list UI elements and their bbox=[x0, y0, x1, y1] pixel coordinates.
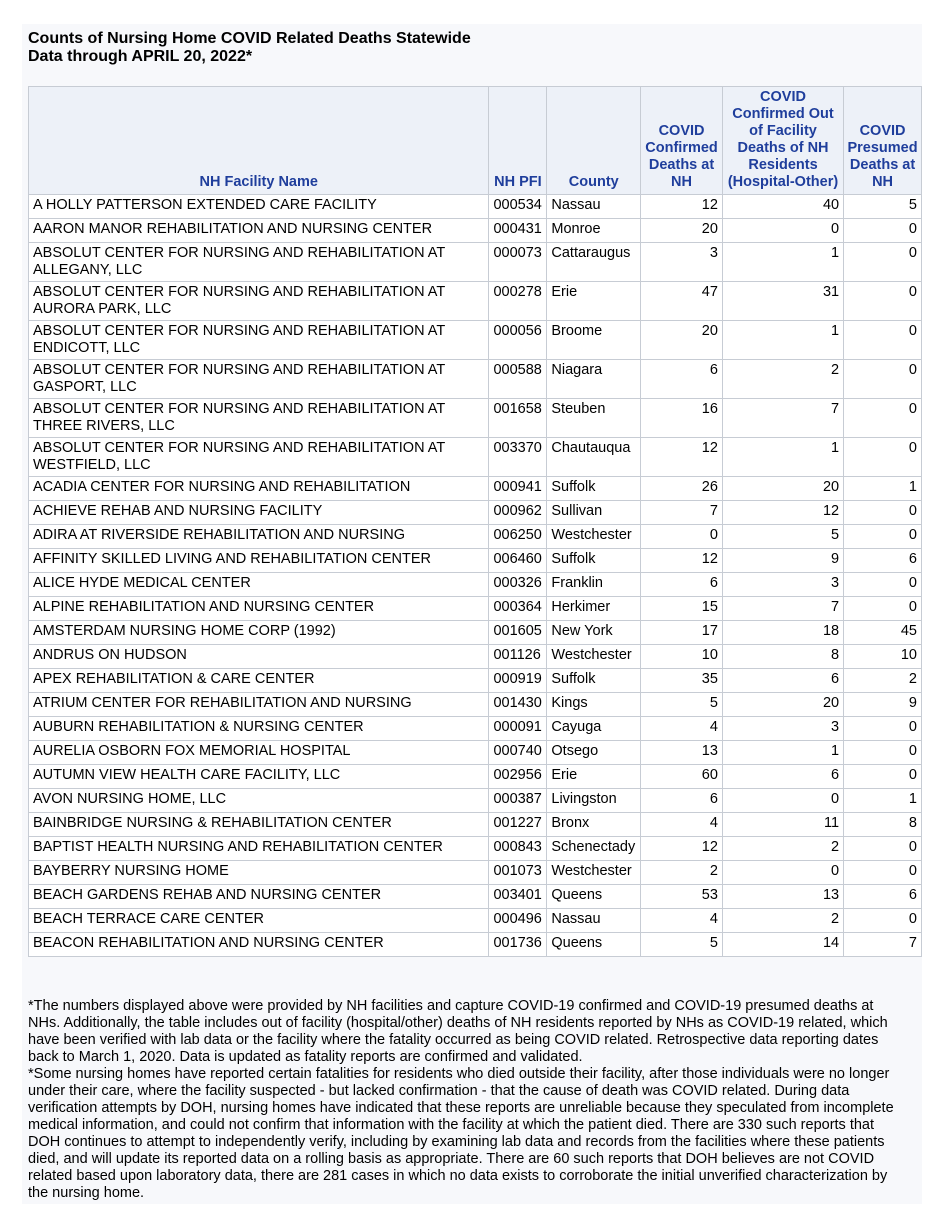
table-row bbox=[29, 789, 922, 813]
table-row bbox=[29, 399, 922, 438]
cell-out-of-facility-deaths: 2 bbox=[722, 360, 843, 399]
cell-presumed-deaths: 5 bbox=[844, 195, 922, 219]
cell-presumed-deaths: 1 bbox=[844, 477, 922, 501]
cell-confirmed-deaths: 5 bbox=[641, 933, 723, 957]
cell-facility-name: ANDRUS ON HUDSON bbox=[29, 645, 489, 669]
cell-facility-name: ADIRA AT RIVERSIDE REHABILITATION AND NURSING bbox=[29, 525, 489, 549]
cell-presumed-deaths: 9 bbox=[844, 693, 922, 717]
cell-presumed-deaths: 0 bbox=[844, 597, 922, 621]
cell-county: Nassau bbox=[547, 909, 641, 933]
cell-confirmed-deaths: 0 bbox=[641, 525, 723, 549]
table-row bbox=[29, 741, 922, 765]
cell-presumed-deaths: 7 bbox=[844, 933, 922, 957]
cell-nh-pfi: 000941 bbox=[489, 477, 547, 501]
cell-nh-pfi: 006460 bbox=[489, 549, 547, 573]
table-row bbox=[29, 321, 922, 360]
cell-out-of-facility-deaths: 1 bbox=[722, 438, 843, 477]
cell-out-of-facility-deaths: 0 bbox=[722, 789, 843, 813]
cell-county: Nassau bbox=[547, 195, 641, 219]
table-row bbox=[29, 621, 922, 645]
cell-confirmed-deaths: 5 bbox=[641, 693, 723, 717]
cell-presumed-deaths: 0 bbox=[844, 717, 922, 741]
cell-confirmed-deaths: 4 bbox=[641, 909, 723, 933]
cell-nh-pfi: 001605 bbox=[489, 621, 547, 645]
title-line-2: Data through APRIL 20, 2022* bbox=[28, 48, 253, 65]
cell-out-of-facility-deaths: 11 bbox=[722, 813, 843, 837]
cell-facility-name: AUTUMN VIEW HEALTH CARE FACILITY, LLC bbox=[29, 765, 489, 789]
cell-out-of-facility-deaths: 40 bbox=[722, 195, 843, 219]
cell-presumed-deaths: 0 bbox=[844, 525, 922, 549]
cell-out-of-facility-deaths: 1 bbox=[722, 321, 843, 360]
cell-facility-name: APEX REHABILITATION & CARE CENTER bbox=[29, 669, 489, 693]
cell-nh-pfi: 000534 bbox=[489, 195, 547, 219]
cell-facility-name: BAINBRIDGE NURSING & REHABILITATION CENTER bbox=[29, 813, 489, 837]
cell-county: Kings bbox=[547, 693, 641, 717]
deaths-table bbox=[28, 86, 922, 957]
cell-out-of-facility-deaths: 31 bbox=[722, 282, 843, 321]
cell-out-of-facility-deaths: 0 bbox=[722, 219, 843, 243]
table-row bbox=[29, 597, 922, 621]
cell-nh-pfi: 001227 bbox=[489, 813, 547, 837]
cell-confirmed-deaths: 6 bbox=[641, 360, 723, 399]
cell-facility-name: ABSOLUT CENTER FOR NURSING AND REHABILITATION AT WESTFIELD, LLC bbox=[29, 438, 489, 477]
cell-out-of-facility-deaths: 3 bbox=[722, 573, 843, 597]
header-nh-pfi: NH PFI bbox=[489, 87, 547, 195]
cell-out-of-facility-deaths: 3 bbox=[722, 717, 843, 741]
cell-county: Herkimer bbox=[547, 597, 641, 621]
cell-out-of-facility-deaths: 7 bbox=[722, 399, 843, 438]
cell-out-of-facility-deaths: 18 bbox=[722, 621, 843, 645]
cell-nh-pfi: 000364 bbox=[489, 597, 547, 621]
cell-presumed-deaths: 0 bbox=[844, 360, 922, 399]
cell-county: Queens bbox=[547, 933, 641, 957]
cell-confirmed-deaths: 26 bbox=[641, 477, 723, 501]
cell-facility-name: AUBURN REHABILITATION & NURSING CENTER bbox=[29, 717, 489, 741]
cell-presumed-deaths: 0 bbox=[844, 438, 922, 477]
header-row bbox=[29, 87, 922, 195]
cell-facility-name: BEACON REHABILITATION AND NURSING CENTER bbox=[29, 933, 489, 957]
cell-confirmed-deaths: 12 bbox=[641, 438, 723, 477]
cell-county: Queens bbox=[547, 885, 641, 909]
cell-facility-name: BAYBERRY NURSING HOME bbox=[29, 861, 489, 885]
cell-nh-pfi: 000056 bbox=[489, 321, 547, 360]
cell-presumed-deaths: 8 bbox=[844, 813, 922, 837]
cell-nh-pfi: 006250 bbox=[489, 525, 547, 549]
cell-facility-name: ALICE HYDE MEDICAL CENTER bbox=[29, 573, 489, 597]
cell-confirmed-deaths: 6 bbox=[641, 573, 723, 597]
footnote-2: *Some nursing homes have reported certain fatalities for residents who died outside their facility, after those individuals were no longer under their care, where the facility suspected - but lacked confirmation - that the cause of death was COVID related. During data verification attempts by DOH, nursing homes have indicated that these reports are unreliable because they speculated from incomplete medical information, and could not confirm that information with the facility at which the patient died. There are 330 such reports that DOH continues to attempt to independently verify, including by examining lab data and records from the facilities where these patients died, and will update its reported data on a rolling basis as appropriate. There are 60 such reports that DOH believes are not COVID related based upon laboratory data, there are 281 cases in which no data exists to corroborate the initial unverified characterization by the nursing home. bbox=[28, 1066, 894, 1201]
cell-nh-pfi: 002956 bbox=[489, 765, 547, 789]
cell-out-of-facility-deaths: 8 bbox=[722, 645, 843, 669]
cell-out-of-facility-deaths: 12 bbox=[722, 501, 843, 525]
cell-nh-pfi: 001430 bbox=[489, 693, 547, 717]
cell-facility-name: AURELIA OSBORN FOX MEMORIAL HOSPITAL bbox=[29, 741, 489, 765]
cell-presumed-deaths: 10 bbox=[844, 645, 922, 669]
cell-nh-pfi: 000496 bbox=[489, 909, 547, 933]
cell-confirmed-deaths: 12 bbox=[641, 549, 723, 573]
cell-county: Franklin bbox=[547, 573, 641, 597]
cell-facility-name: ABSOLUT CENTER FOR NURSING AND REHABILITATION AT ENDICOTT, LLC bbox=[29, 321, 489, 360]
table-body bbox=[29, 195, 922, 957]
cell-presumed-deaths: 0 bbox=[844, 501, 922, 525]
table-row bbox=[29, 195, 922, 219]
table-row bbox=[29, 573, 922, 597]
cell-presumed-deaths: 0 bbox=[844, 282, 922, 321]
cell-nh-pfi: 000326 bbox=[489, 573, 547, 597]
cell-out-of-facility-deaths: 2 bbox=[722, 837, 843, 861]
report-title bbox=[28, 30, 471, 66]
cell-nh-pfi: 000278 bbox=[489, 282, 547, 321]
cell-nh-pfi: 000962 bbox=[489, 501, 547, 525]
cell-facility-name: AMSTERDAM NURSING HOME CORP (1992) bbox=[29, 621, 489, 645]
cell-out-of-facility-deaths: 13 bbox=[722, 885, 843, 909]
cell-nh-pfi: 000919 bbox=[489, 669, 547, 693]
cell-nh-pfi: 001073 bbox=[489, 861, 547, 885]
cell-confirmed-deaths: 12 bbox=[641, 195, 723, 219]
cell-facility-name: ABSOLUT CENTER FOR NURSING AND REHABILITATION AT GASPORT, LLC bbox=[29, 360, 489, 399]
cell-county: Cayuga bbox=[547, 717, 641, 741]
cell-nh-pfi: 001658 bbox=[489, 399, 547, 438]
cell-county: Broome bbox=[547, 321, 641, 360]
cell-nh-pfi: 000431 bbox=[489, 219, 547, 243]
cell-confirmed-deaths: 10 bbox=[641, 645, 723, 669]
cell-nh-pfi: 000073 bbox=[489, 243, 547, 282]
table-row bbox=[29, 282, 922, 321]
cell-presumed-deaths: 0 bbox=[844, 243, 922, 282]
cell-county: Westchester bbox=[547, 861, 641, 885]
cell-out-of-facility-deaths: 5 bbox=[722, 525, 843, 549]
cell-presumed-deaths: 45 bbox=[844, 621, 922, 645]
footnotes bbox=[28, 998, 898, 1202]
header-presumed-deaths: COVID Presumed Deaths at NH bbox=[844, 87, 922, 195]
cell-facility-name: BEACH TERRACE CARE CENTER bbox=[29, 909, 489, 933]
cell-confirmed-deaths: 12 bbox=[641, 837, 723, 861]
header-confirmed-deaths: COVID Confirmed Deaths at NH bbox=[641, 87, 723, 195]
cell-confirmed-deaths: 20 bbox=[641, 321, 723, 360]
cell-facility-name: AFFINITY SKILLED LIVING AND REHABILITATION CENTER bbox=[29, 549, 489, 573]
header-out-of-facility-deaths: COVID Confirmed Out of Facility Deaths of NH Residents (Hospital-Other) bbox=[722, 87, 843, 195]
table-row bbox=[29, 933, 922, 957]
table-row bbox=[29, 717, 922, 741]
table-row bbox=[29, 477, 922, 501]
cell-county: Erie bbox=[547, 282, 641, 321]
cell-facility-name: ABSOLUT CENTER FOR NURSING AND REHABILITATION AT ALLEGANY, LLC bbox=[29, 243, 489, 282]
cell-facility-name: BAPTIST HEALTH NURSING AND REHABILITATION CENTER bbox=[29, 837, 489, 861]
table-row bbox=[29, 219, 922, 243]
cell-out-of-facility-deaths: 6 bbox=[722, 765, 843, 789]
table-row bbox=[29, 693, 922, 717]
cell-confirmed-deaths: 4 bbox=[641, 717, 723, 741]
cell-county: Schenectady bbox=[547, 837, 641, 861]
cell-confirmed-deaths: 60 bbox=[641, 765, 723, 789]
cell-confirmed-deaths: 6 bbox=[641, 789, 723, 813]
footnote-1: *The numbers displayed above were provided by NH facilities and capture COVID-19 confirmed and COVID-19 presumed deaths at NHs. Additionally, the table includes out of facility (hospital/other) deaths of NH residents reported by NHs as COVID-19 related, which have been verified with lab data or the facility where the fatality occurred as being COVID related. Retrospective data reporting dates back to March 1, 2020. Data is updated as fatality reports are confirmed and validated. bbox=[28, 998, 888, 1065]
cell-county: Livingston bbox=[547, 789, 641, 813]
cell-county: Monroe bbox=[547, 219, 641, 243]
cell-county: Suffolk bbox=[547, 669, 641, 693]
cell-confirmed-deaths: 17 bbox=[641, 621, 723, 645]
cell-presumed-deaths: 0 bbox=[844, 741, 922, 765]
cell-facility-name: AVON NURSING HOME, LLC bbox=[29, 789, 489, 813]
table-row bbox=[29, 669, 922, 693]
cell-presumed-deaths: 0 bbox=[844, 909, 922, 933]
cell-county: Niagara bbox=[547, 360, 641, 399]
cell-county: Sullivan bbox=[547, 501, 641, 525]
cell-out-of-facility-deaths: 1 bbox=[722, 243, 843, 282]
header-county: County bbox=[547, 87, 641, 195]
cell-out-of-facility-deaths: 0 bbox=[722, 861, 843, 885]
cell-facility-name: ACADIA CENTER FOR NURSING AND REHABILITATION bbox=[29, 477, 489, 501]
cell-facility-name: ATRIUM CENTER FOR REHABILITATION AND NURSING bbox=[29, 693, 489, 717]
cell-presumed-deaths: 0 bbox=[844, 765, 922, 789]
cell-county: Westchester bbox=[547, 525, 641, 549]
cell-presumed-deaths: 1 bbox=[844, 789, 922, 813]
cell-facility-name: BEACH GARDENS REHAB AND NURSING CENTER bbox=[29, 885, 489, 909]
cell-nh-pfi: 000843 bbox=[489, 837, 547, 861]
cell-presumed-deaths: 2 bbox=[844, 669, 922, 693]
cell-presumed-deaths: 0 bbox=[844, 321, 922, 360]
table-row bbox=[29, 861, 922, 885]
cell-confirmed-deaths: 7 bbox=[641, 501, 723, 525]
cell-nh-pfi: 001736 bbox=[489, 933, 547, 957]
cell-presumed-deaths: 6 bbox=[844, 549, 922, 573]
cell-nh-pfi: 003401 bbox=[489, 885, 547, 909]
cell-nh-pfi: 001126 bbox=[489, 645, 547, 669]
cell-nh-pfi: 000387 bbox=[489, 789, 547, 813]
cell-out-of-facility-deaths: 20 bbox=[722, 477, 843, 501]
cell-confirmed-deaths: 13 bbox=[641, 741, 723, 765]
cell-nh-pfi: 003370 bbox=[489, 438, 547, 477]
cell-county: Cattaraugus bbox=[547, 243, 641, 282]
cell-presumed-deaths: 0 bbox=[844, 219, 922, 243]
cell-out-of-facility-deaths: 7 bbox=[722, 597, 843, 621]
cell-county: Chautauqua bbox=[547, 438, 641, 477]
table-row bbox=[29, 501, 922, 525]
cell-facility-name: ACHIEVE REHAB AND NURSING FACILITY bbox=[29, 501, 489, 525]
cell-presumed-deaths: 0 bbox=[844, 399, 922, 438]
table-row bbox=[29, 813, 922, 837]
cell-confirmed-deaths: 53 bbox=[641, 885, 723, 909]
cell-county: Suffolk bbox=[547, 477, 641, 501]
cell-county: Westchester bbox=[547, 645, 641, 669]
cell-county: Bronx bbox=[547, 813, 641, 837]
cell-nh-pfi: 000740 bbox=[489, 741, 547, 765]
cell-confirmed-deaths: 3 bbox=[641, 243, 723, 282]
cell-facility-name: A HOLLY PATTERSON EXTENDED CARE FACILITY bbox=[29, 195, 489, 219]
cell-confirmed-deaths: 4 bbox=[641, 813, 723, 837]
cell-county: Erie bbox=[547, 765, 641, 789]
title-line-1: Counts of Nursing Home COVID Related Deaths Statewide bbox=[28, 30, 471, 47]
cell-out-of-facility-deaths: 2 bbox=[722, 909, 843, 933]
cell-confirmed-deaths: 47 bbox=[641, 282, 723, 321]
cell-confirmed-deaths: 16 bbox=[641, 399, 723, 438]
cell-nh-pfi: 000588 bbox=[489, 360, 547, 399]
cell-out-of-facility-deaths: 9 bbox=[722, 549, 843, 573]
cell-confirmed-deaths: 15 bbox=[641, 597, 723, 621]
table-row bbox=[29, 837, 922, 861]
cell-confirmed-deaths: 2 bbox=[641, 861, 723, 885]
table-row bbox=[29, 438, 922, 477]
table-row bbox=[29, 765, 922, 789]
table-row bbox=[29, 549, 922, 573]
table-row bbox=[29, 645, 922, 669]
table-row bbox=[29, 909, 922, 933]
cell-out-of-facility-deaths: 14 bbox=[722, 933, 843, 957]
cell-facility-name: ABSOLUT CENTER FOR NURSING AND REHABILITATION AT THREE RIVERS, LLC bbox=[29, 399, 489, 438]
header-facility-name: NH Facility Name bbox=[29, 87, 489, 195]
cell-presumed-deaths: 0 bbox=[844, 861, 922, 885]
table-row bbox=[29, 360, 922, 399]
cell-presumed-deaths: 6 bbox=[844, 885, 922, 909]
cell-out-of-facility-deaths: 6 bbox=[722, 669, 843, 693]
cell-presumed-deaths: 0 bbox=[844, 837, 922, 861]
cell-confirmed-deaths: 20 bbox=[641, 219, 723, 243]
cell-county: Suffolk bbox=[547, 549, 641, 573]
cell-out-of-facility-deaths: 1 bbox=[722, 741, 843, 765]
table-row bbox=[29, 525, 922, 549]
cell-facility-name: AARON MANOR REHABILITATION AND NURSING CENTER bbox=[29, 219, 489, 243]
cell-nh-pfi: 000091 bbox=[489, 717, 547, 741]
cell-county: New York bbox=[547, 621, 641, 645]
table-row bbox=[29, 885, 922, 909]
cell-facility-name: ABSOLUT CENTER FOR NURSING AND REHABILITATION AT AURORA PARK, LLC bbox=[29, 282, 489, 321]
cell-county: Steuben bbox=[547, 399, 641, 438]
cell-presumed-deaths: 0 bbox=[844, 573, 922, 597]
cell-county: Otsego bbox=[547, 741, 641, 765]
cell-out-of-facility-deaths: 20 bbox=[722, 693, 843, 717]
table-row bbox=[29, 243, 922, 282]
cell-confirmed-deaths: 35 bbox=[641, 669, 723, 693]
cell-facility-name: ALPINE REHABILITATION AND NURSING CENTER bbox=[29, 597, 489, 621]
